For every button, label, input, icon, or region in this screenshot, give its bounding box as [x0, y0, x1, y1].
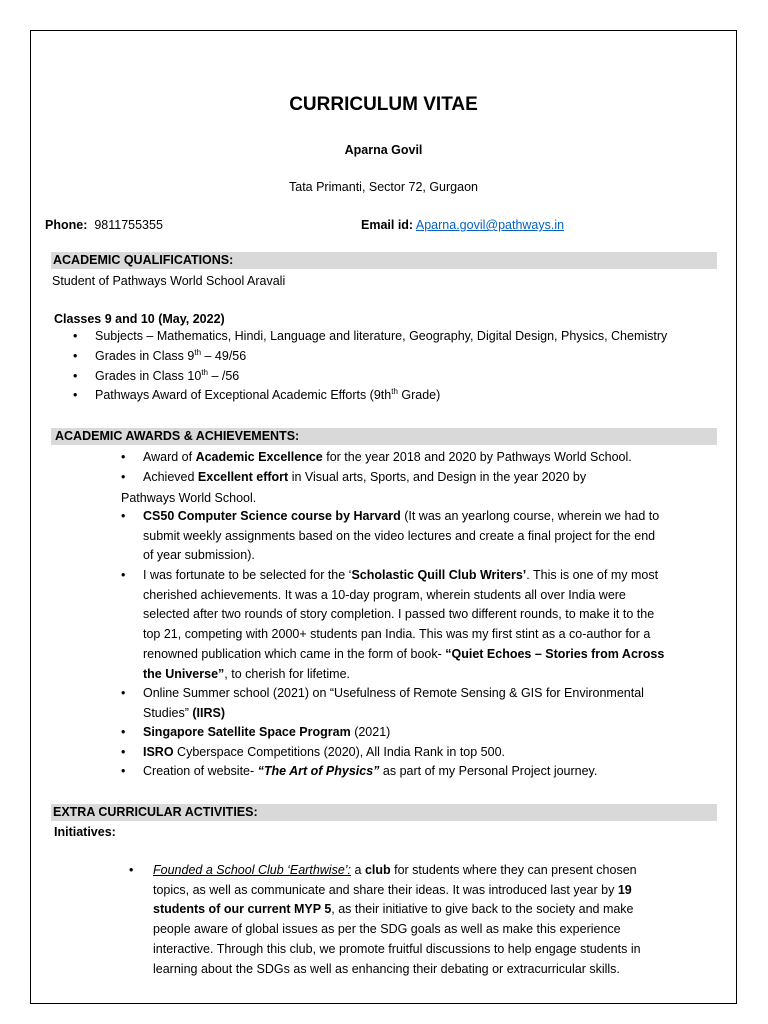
section-heading-extra: EXTRA CURRICULAR ACTIVITIES: — [51, 804, 717, 821]
classes-heading: Classes 9 and 10 (May, 2022) — [54, 312, 225, 326]
page-title: CURRICULUM VITAE — [289, 94, 478, 115]
award-continuation: Pathways World School. — [121, 491, 257, 505]
email-link[interactable]: Aparna.govil@pathways.in — [415, 218, 565, 232]
cv-page: CURRICULUM VITAE Aparna Govil Tata Primanti, Sector 72, Gurgaon Phone: 9811755355 Email id: Aparna.govil@pathways.in ACADEMIC QUALIFICATIONS: Student of Pathways World School Aravali Classes 9 and 10 (May, 2022) • Subjects – Mathematics, Hindi, Language and literature, Geography, Digital Design, Physics, Chemistry • Grades in Class 9th – 49/56 • Grades in Class 10th – /56 • Pathways Award of Exceptional Academic Efforts ($9th^{th}$ Grade) ACADEMIC AWARDS & ACHIEVEMENTS: • Award of Academic Excellence for the year 2018 and 2020 by Pathways World School. • Achieved Excellent effort in Visual arts, Sports, and Design in the year 2020 by Pathways World School. • CS50 Computer Science course by Harvard (It was an yearlong course, wherein we had to submit weekly assignments based on the video lectures and create a final project for the end of year submission). • I was fortunate to be selected for the ‘Scholastic Quill Club Writers’. This is one of my most cherished achievements. It was a 10-day program, wherein students all over India were selected after two rounds of story completion. I passed two different rounds, to make it to the top 21, competing with 2000+ students pan India. This was my first stint as a co-author for a renowned publication which came in the form of book- “Quiet Echoes – Stories from Across the Universe”, to cherish for lifetime. • Online Summer school (2021) on “Usefulness of Remote Sensing & GIS for Environmental Studies” (IIRS) • Singapore Satellite Space Program (2021) • ISRO Cyberspace Competitions (2020), All India Rank in top 500. • Creation of website- “The Art of Physics” as part of my Personal Project journey. EXTRA CURRICULAR ACTIVITIES: Initiatives: • Founded a School Club ‘Earthwise’: a club for students where they can present chosen topics, as well as communicate and share their ideas. It was introduced last year by 19 students of our current MYP 5, as their initiative to give back to the society and make people aware of global issues as per the SDG goals as well as make this experience interactive. Through this club, we promote fruitful discussions to help engage students in learning about the SDGs as well as enhancing their debating or extracurricular skills. — [30, 30, 737, 1004]
address: Tata Primanti, Sector 72, Gurgaon — [289, 180, 478, 194]
candidate-name: Aparna Govil — [344, 143, 423, 157]
section-heading-academic: ACADEMIC QUALIFICATIONS: — [51, 252, 717, 269]
phone-number: 9811755355 — [94, 218, 163, 232]
initiatives-label: Initiatives: — [54, 825, 116, 839]
email-line — [361, 217, 564, 233]
phone-label: Phone: — [45, 218, 88, 232]
section-heading-awards: ACADEMIC AWARDS & ACHIEVEMENTS: — [51, 428, 717, 445]
school-line: Student of Pathways World School Aravali — [52, 274, 286, 288]
email-label: Email id: — [361, 218, 414, 232]
phone-line — [45, 217, 163, 233]
